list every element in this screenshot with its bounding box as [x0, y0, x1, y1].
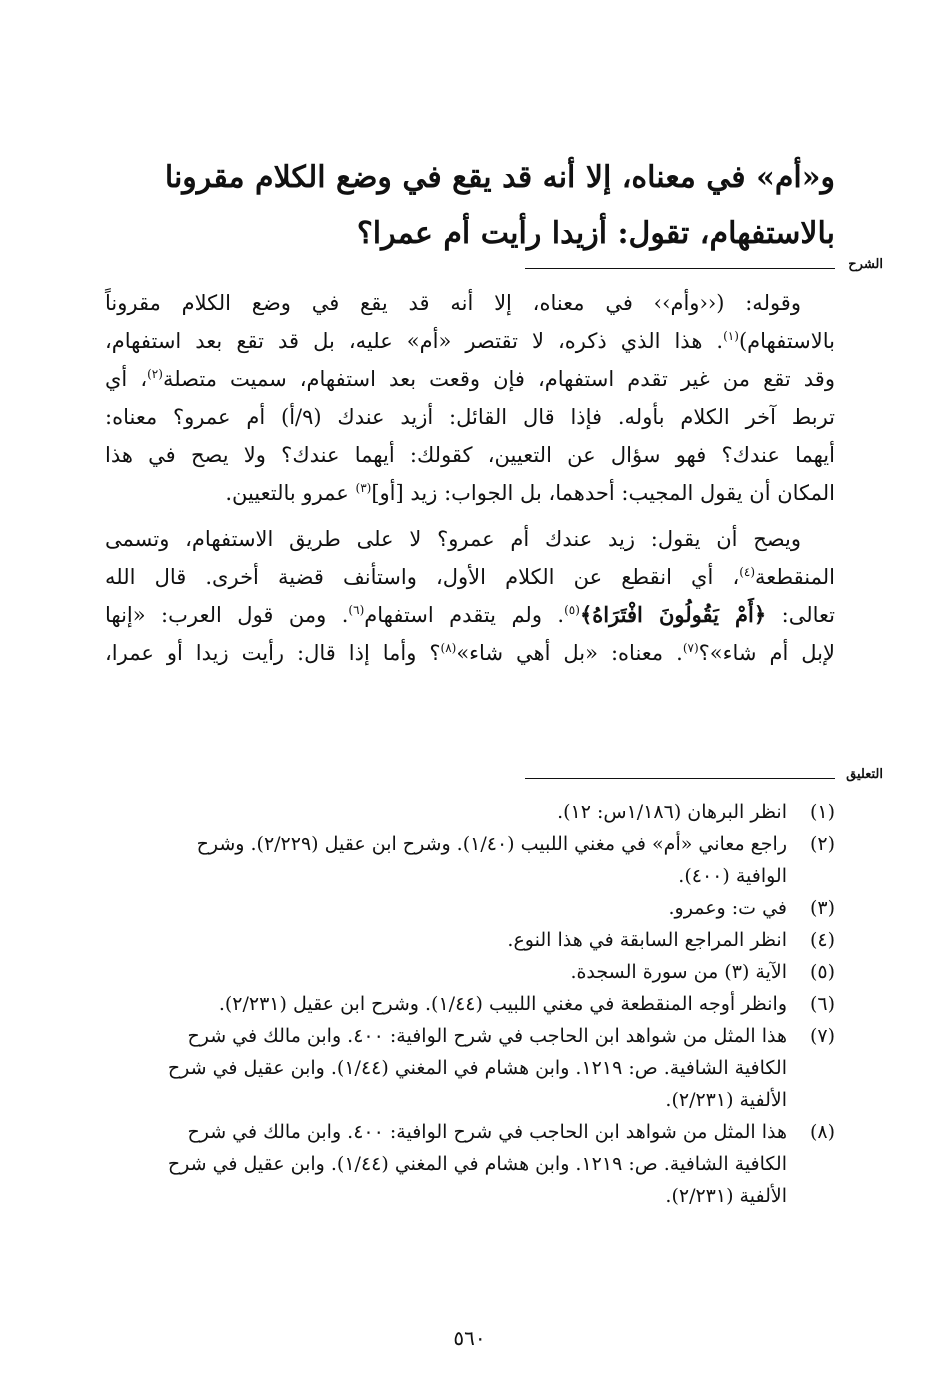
text-run: لإبل أم شاء»؟	[698, 641, 836, 665]
text-run: المنقطعة	[755, 565, 835, 589]
commentary-line	[105, 634, 835, 672]
footnote-ref: (٣)	[355, 481, 372, 495]
footnote-ref: (٤)	[739, 565, 756, 579]
commentary-divider	[115, 257, 883, 278]
divider-rule	[525, 778, 835, 779]
text-run: . هذا الذي ذكره، لا تقتصر «أم» عليه، بل قد تقع بعد استفهام،	[105, 329, 724, 353]
footnote-line: الألفية (٢/٢٣١).	[665, 1185, 787, 1207]
commentary-line	[105, 596, 835, 634]
commentary-line	[105, 558, 835, 596]
footnote-ref: (٢)	[147, 367, 163, 381]
footnote-number: (٨)	[809, 1121, 835, 1143]
text-run: . معناه: «بل أهي شاء»	[456, 641, 683, 665]
commentary-line	[105, 360, 835, 398]
footnote	[105, 924, 835, 956]
footnote-ref: (١)	[723, 329, 739, 343]
commentary	[105, 284, 835, 672]
text-run: ؟ وأما إذا قال: رأيت زيدا أو عمرا،	[105, 641, 441, 665]
footnote-line: انظر البرهان (١/١٨٦س: ١٢).	[557, 801, 787, 823]
text-run: ، أي انقطع عن الكلام الأول، واستأنف قضية أخرى. قال الله	[105, 565, 740, 589]
footnote-ref: (٥)	[564, 603, 580, 617]
notes-divider	[115, 767, 883, 788]
footnote	[105, 892, 835, 924]
commentary-line: تربط آخر الكلام بأوله. فإذا قال القائل: أزيد عندك (٩/أ) أم عمرو؟ معناه:	[105, 405, 835, 429]
footnotes	[105, 796, 835, 1212]
footnote	[105, 796, 835, 828]
main-text-line: بالاستفهام، تقول: أزيدا رأيت أم عمرا؟	[356, 216, 835, 251]
text-run: . ومن قول العرب: «إنها	[105, 603, 349, 627]
footnote-ref: (٨)	[440, 641, 457, 655]
text-run: بالاستفهام)	[738, 329, 835, 353]
commentary-label: الشرح	[848, 257, 883, 272]
footnote	[105, 1020, 835, 1116]
footnote-number: (١)	[809, 801, 835, 823]
footnote	[105, 1116, 835, 1212]
footnote-line: وانظر أوجه المنقطعة في مغني اللبيب (١/٤٤). وشرح ابن عقيل (٢/٢٣١).	[218, 993, 787, 1015]
footnote-number: (٧)	[809, 1025, 835, 1047]
text-run: تعالى:	[766, 603, 835, 627]
commentary-line: أيهما عندك؟ فهو سؤال عن التعيين، كقولك: أيهما عندك؟ ولا يصح في هذا	[105, 443, 835, 467]
page-number: ٥٦٠	[453, 1326, 486, 1350]
commentary-line: ويصح أن يقول: زيد عندك أم عمرو؟ لا على طريق الاستفهام، وتسمى	[105, 527, 801, 551]
notes-label: التعليق	[846, 767, 883, 782]
main-text-line: و«أم» في معناه، إلا أنه قد يقع في وضع الكلام مقرونا	[164, 160, 835, 195]
footnote-line: راجع معاني «أم» في مغني اللبيب (١/٤٠). وشرح ابن عقيل (٢/٢٢٩). وشرح	[196, 833, 787, 855]
footnote-line: هذا المثل من شواهد ابن الحاجب في شرح الوافية: ٤٠٠. وابن مالك في شرح	[187, 1025, 787, 1047]
footnote-number: (٣)	[809, 897, 835, 919]
text-run: . ولم يتقدم استفهام	[364, 603, 565, 627]
footnote-number: (٥)	[809, 961, 835, 983]
text-run: ، أي	[105, 367, 148, 391]
footnote-line: هذا المثل من شواهد ابن الحاجب في شرح الوافية: ٤٠٠. وابن مالك في شرح	[187, 1121, 787, 1143]
footnote-number: (٦)	[809, 993, 835, 1015]
footnote-line: الكافية الشافية. ص: ١٢١٩. وابن هشام في المغني (١/٤٤). وابن عقيل في شرح	[167, 1153, 787, 1175]
footnote-line: الألفية (٢/٢٣١).	[665, 1089, 787, 1111]
footnote	[105, 956, 835, 988]
footnote-line: الآية (٣) من سورة السجدة.	[570, 961, 787, 983]
footnote	[105, 988, 835, 1020]
footnote-line: في ت: وعمرو.	[668, 897, 787, 919]
footnote-line: انظر المراجع السابقة في هذا النوع.	[507, 929, 787, 951]
divider-rule	[525, 268, 835, 269]
commentary-line	[105, 322, 835, 360]
footnote-line: الكافية الشافية. ص: ١٢١٩. وابن هشام في المغني (١/٤٤). وابن عقيل في شرح	[167, 1057, 787, 1079]
text-run: وقد تقع من غير تقدم استفهام، فإن وقعت بعد استفهام، سميت متصلة	[162, 367, 835, 391]
footnote-ref: (٦)	[348, 603, 365, 617]
footnote-line: الوافية (٤٠٠).	[678, 865, 787, 887]
text-run: المكان أن يقول المجيب: أحدهما، بل الجواب: زيد [أو]	[371, 481, 835, 505]
footnote-number: (٤)	[809, 929, 835, 951]
commentary-line: وقوله: (‹‹وأم›› في معناه، إلا أنه قد يقع في وضع الكلام مقروناً	[105, 291, 801, 315]
footnote	[105, 828, 835, 892]
quran-verse: ﴿أَمْ يَقُولُونَ افْتَرَاهُ﴾	[579, 602, 767, 627]
commentary-line	[105, 474, 835, 512]
main-text	[115, 150, 835, 262]
footnote-ref: (٧)	[682, 641, 699, 655]
footnote-number: (٢)	[809, 833, 835, 855]
text-run: عمرو بالتعيين.	[225, 481, 356, 505]
